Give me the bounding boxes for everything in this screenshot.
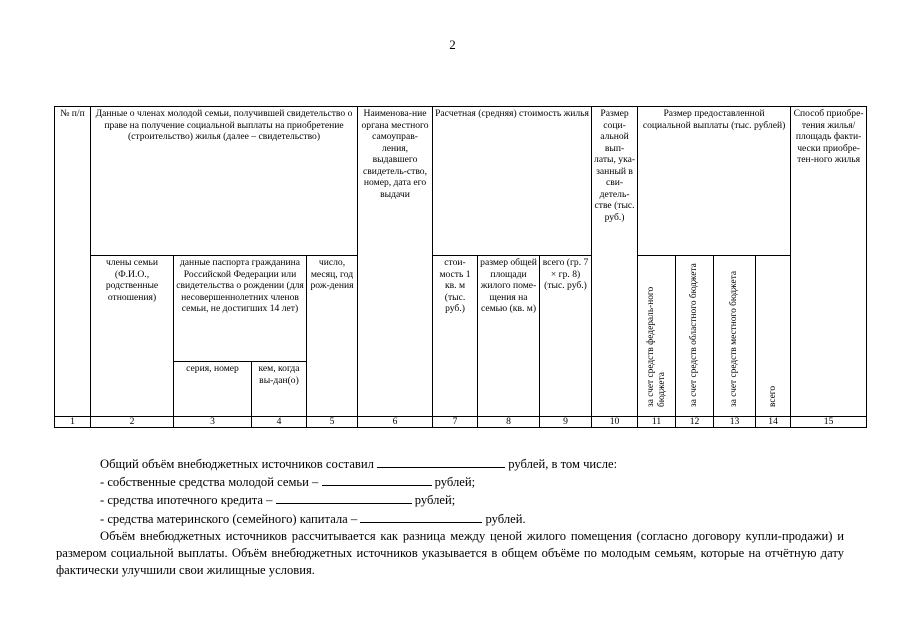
column-number: 5 — [307, 417, 358, 428]
header-local-budget-text: за счет средств местного бюджета — [729, 270, 740, 407]
header-local-budget — [714, 256, 756, 417]
total-unit: рублей, в том числе: — [508, 457, 618, 471]
header-issued-by: кем, когда вы-дан(о) — [252, 362, 307, 417]
header-cost-per-sqm: стои-мость 1 кв. м (тыс. руб.) — [433, 256, 478, 417]
body-text — [56, 455, 844, 579]
mortgage-line — [56, 491, 844, 509]
own-funds-label: - собственные средства молодой семьи – — [100, 475, 319, 490]
maternity-capital-unit: рублей. — [485, 511, 526, 526]
mortgage-unit: рублей; — [414, 493, 456, 508]
report-table — [54, 106, 867, 428]
header-total-payment — [756, 256, 791, 417]
column-number: 7 — [433, 417, 478, 428]
header-federal-budget-text: за счет средств федераль-ного бюджета — [645, 286, 667, 407]
column-number: 4 — [252, 417, 307, 428]
header-cost: Расчетная (средняя) стоимость жилья — [433, 107, 592, 256]
maternity-capital-label: - средства материнского (семейного) капитала – — [100, 511, 358, 526]
maternity-capital-line — [56, 510, 844, 528]
page-number: 2 — [449, 37, 456, 52]
header-authority: Наименова-ние органа местного самоуправ-ления, выдавшего свидетель-ство, номер, дата его выдачи — [358, 107, 433, 417]
column-number: 9 — [540, 417, 592, 428]
column-number: 1 — [55, 417, 91, 428]
column-number: 6 — [358, 417, 433, 428]
column-number: 11 — [638, 417, 676, 428]
column-number: 15 — [791, 417, 867, 428]
header-num: № п/п — [55, 107, 91, 417]
column-number: 8 — [478, 417, 540, 428]
header-passport: данные паспорта гражданина Российской Федерации или свидетельства о рождении (для несовершеннолетних членов семьи, не достигших 14 лет) — [174, 256, 307, 362]
header-birthdate: число, месяц, год рож-дения — [307, 256, 358, 417]
own-funds-unit: рублей; — [434, 475, 476, 490]
header-regional-budget — [676, 256, 714, 417]
own-funds-line — [56, 473, 844, 491]
column-number: 13 — [714, 417, 756, 428]
header-total-cost: всего (гр. 7 × гр. 8) (тыс. руб.) — [540, 256, 592, 417]
header-family-members: члены семьи (Ф.И.О., родственные отношения) — [91, 256, 174, 417]
mortgage-blank-field[interactable] — [276, 491, 412, 504]
header-series-number: серия, номер — [174, 362, 252, 417]
header-federal-budget — [638, 256, 676, 417]
explanation-paragraph: Объём внебюджетных источников рассчитывается как разница между ценой жилого помещения (согласно договору купли-продажи) и размером социальной выплаты. Объём внебюджетных источников указывается в общем объёме по молодым семьям, которые на отчётную дату фактически улучшили свои жилищные условия. — [56, 528, 844, 578]
total-line — [56, 455, 844, 473]
column-number: 14 — [756, 417, 791, 428]
mortgage-label: - средства ипотечного кредита – — [100, 493, 273, 508]
header-family-data: Данные о членах молодой семьи, получившей свидетельство о праве на получение социальной выплаты на приобретение (строительство) жилья (далее – свидетельство) — [91, 107, 358, 256]
header-provided-payment: Размер предоставленной социальной выплаты (тыс. рублей) — [638, 107, 791, 256]
header-payment-size: Размер соци-альной вып-латы, ука-занный в сви-детель-стве (тыс. руб.) — [592, 107, 638, 417]
header-area: размер общей площади жилого поме-щения на семью (кв. м) — [478, 256, 540, 417]
column-numbers-row — [55, 417, 867, 428]
total-label: Общий объём внебюджетных источников составил — [100, 457, 374, 471]
header-acquisition-method: Способ приобре-тения жилья/ площадь факти-чески приобре-тен-ного жилья — [791, 107, 867, 417]
column-number: 2 — [91, 417, 174, 428]
header-regional-budget-text: за счет средств областного бюджета — [689, 263, 700, 407]
column-number: 10 — [592, 417, 638, 428]
maternity-capital-blank-field[interactable] — [360, 510, 482, 523]
own-funds-blank-field[interactable] — [322, 473, 432, 486]
total-blank-field[interactable] — [377, 455, 505, 468]
header-total-payment-text: всего — [767, 385, 778, 407]
column-number: 3 — [174, 417, 252, 428]
column-number: 12 — [676, 417, 714, 428]
